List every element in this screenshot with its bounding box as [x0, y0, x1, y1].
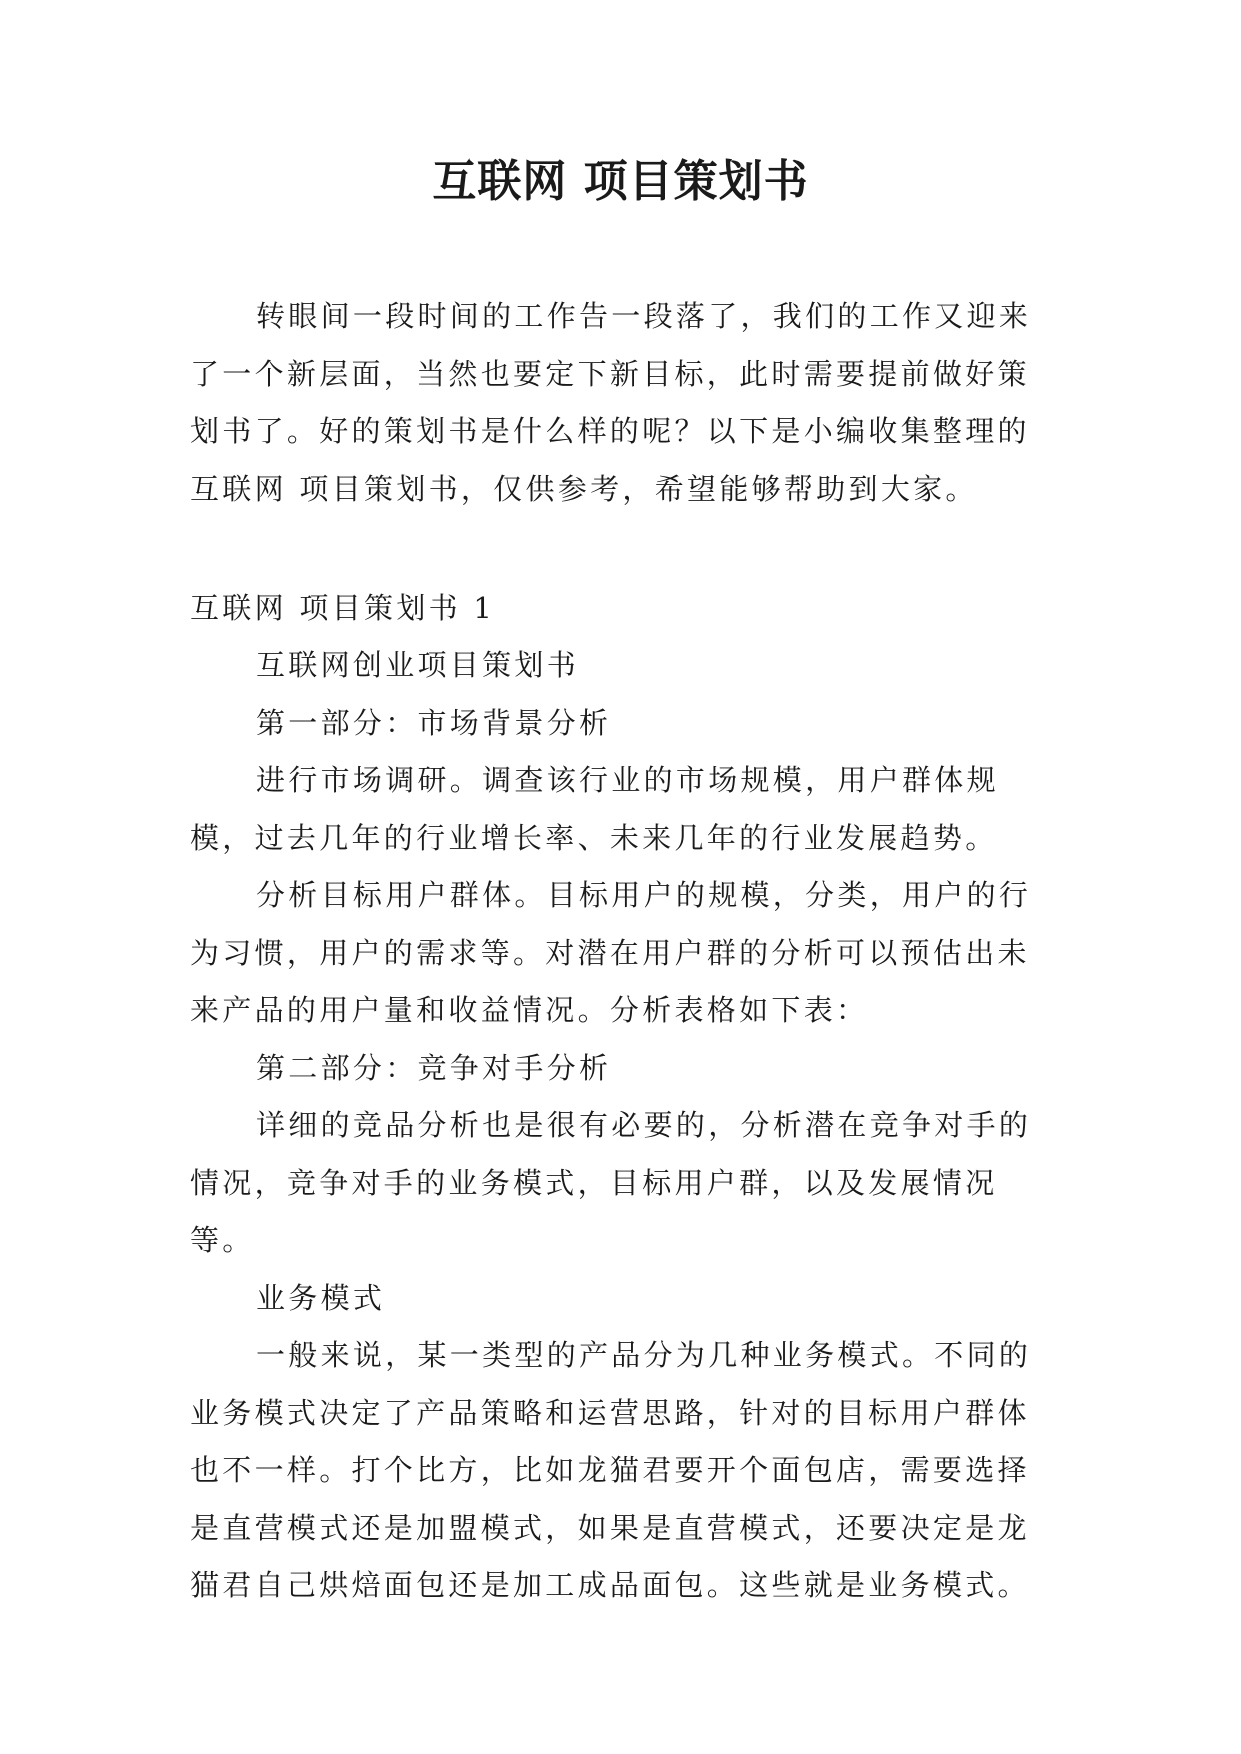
- paragraph-part-one-heading: 第一部分：市场背景分析: [256, 705, 612, 740]
- paragraph-target-users: 分析目标用户群体。目标用户的规模，分类，用户的行为习惯，用户的需求等。对潜在用户群的分析可以预估出未来产品的用户量和收益情况。分析表格如下表：: [190, 878, 1032, 1027]
- section-heading: 互联网 项目策划书 1: [190, 591, 496, 625]
- paragraph-part-two-heading: 第二部分：竞争对手分析: [256, 1050, 612, 1085]
- paragraph-competitor-analysis: 详细的竞品分析也是很有必要的，分析潜在竞争对手的情况，竞争对手的业务模式，目标用户群，以及发展情况等。: [190, 1108, 1032, 1257]
- paragraph-subtitle: 互联网创业项目策划书: [256, 648, 580, 682]
- paragraph-business-model: 一般来说，某一类型的产品分为几种业务模式。不同的业务模式决定了产品策略和运营思路，针对的目标用户群体也不一样。打个比方，比如龙猫君要开个面包店，需要选择是直营模式还是加盟模式，如果是直营模式，还要决定是龙猫君自己烘焙面包还是加工成品面包。这些就是业务模式。: [190, 1338, 1032, 1602]
- paragraph-business-model-heading: 业务模式: [256, 1280, 386, 1315]
- section-content: [190, 637, 1050, 1615]
- document-title: 互联网 项目策划书: [432, 156, 809, 207]
- intro-paragraph: 转眼间一段时间的工作告一段落了，我们的工作又迎来了一个新层面，当然也要定下新目标，此时需要提前做好策划书了。好的策划书是什么样的呢？以下是小编收集整理的互联网 项目策划书，仅供参考，希望能够帮助到大家。: [190, 299, 1032, 506]
- paragraph-market-research: 进行市场调研。调查该行业的市场规模，用户群体规模，过去几年的行业增长率、未来几年的行业发展趋势。: [190, 763, 999, 855]
